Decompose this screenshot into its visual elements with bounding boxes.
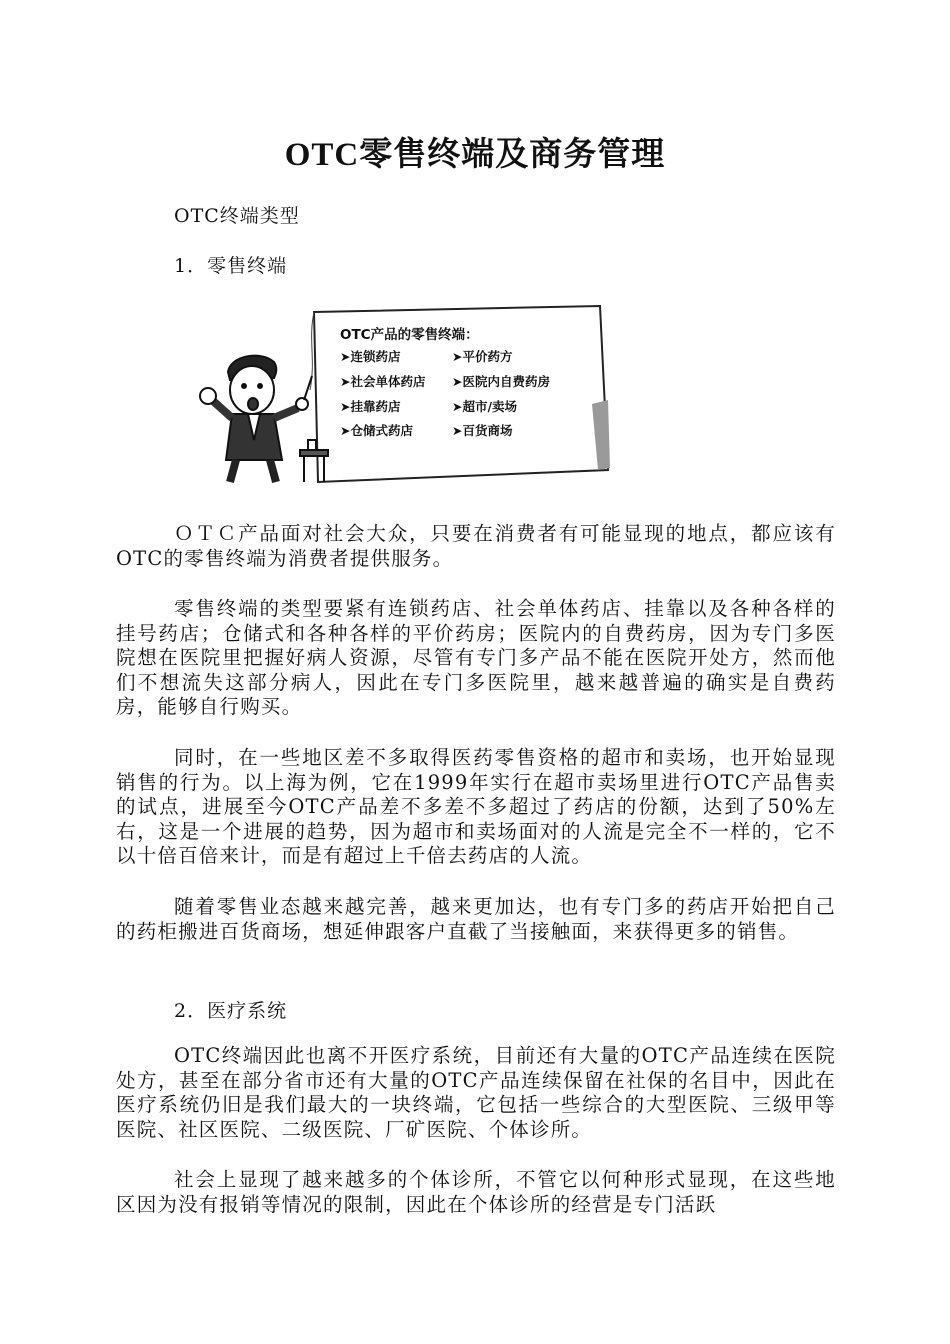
figure-heading: OTC产品的零售终端：: [340, 327, 479, 343]
svg-text:➤连锁药店: ➤连锁药店: [340, 349, 401, 364]
paragraph: 同时，在一些地区差不多取得医药零售资格的超市和卖场，也开始显现销售的行为。以上海为例，它在1999年实行在超市卖场里进行OTC产品售卖的试点，进展至今OTC产品差不多差不多超过了药店的份额，达到了50%左右，这是一个进展的趋势，因为超市和卖场面对的人流是完全不一样的，它不以十倍百倍来计，而是有超过上千倍去药店的人流。: [116, 746, 836, 867]
svg-text:➤挂靠药店: ➤挂靠药店: [340, 399, 401, 414]
figure-item: 连锁药店: [350, 349, 401, 364]
paragraph: 社会上显现了越来越多的个体诊所，不管它以何种形式显现，在这些地区因为没有报销等情况的限制，因此在个体诊所的经营是专门活跃: [116, 1168, 836, 1216]
svg-text:➤社会单体药店: ➤社会单体药店: [340, 374, 426, 389]
svg-text:➤百货商场: ➤百货商场: [452, 423, 513, 438]
paragraph: ＯＴＣ产品面对社会大众，只要在消费者有可能显现的地点，都应该有OTC的零售终端为消费者提供服务。: [116, 522, 836, 570]
subsection-heading-retail: 1．零售终端: [174, 255, 288, 277]
figure-item: 平价药方: [462, 349, 513, 364]
subsection-heading-medical: 2．医疗系统: [174, 1000, 288, 1022]
svg-text:➤医院内自费药房: ➤医院内自费药房: [452, 374, 550, 389]
otc-retail-terminal-illustration: [190, 300, 620, 490]
svg-text:➤平价药方: ➤平价药方: [452, 349, 513, 364]
paragraph: 零售终端的类型要紧有连锁药店、社会单体药店、挂靠以及各种各样的挂号药店；仓储式和各种各样的平价药房；医院内的自费药房，因为专门多医院想在医院里把握好病人资源，尽管有专门多产品不能在医院开处方，然而他们不想流失这部分病人，因此在专门多医院里，越来越普遍的确实是自费药房，能够自行购买。: [116, 597, 836, 718]
paragraph: OTC终端因此也离不开医疗系统，目前还有大量的OTC产品连续在医院处方，甚至在部分省市还有大量的OTC产品连续保留在社保的名目中，因此在医疗系统仍旧是我们最大的一块终端，它包括一些综合的大型医院、三级甲等医院、社区医院、二级医院、厂矿医院、个体诊所。: [116, 1044, 836, 1141]
document-title: OTC零售终端及商务管理: [284, 137, 666, 173]
figure-item: 社会单体药店: [350, 374, 426, 389]
figure-item: 医院内自费药房: [462, 374, 550, 389]
section-heading: OTC终端类型: [174, 205, 300, 227]
svg-text:➤仓储式药店: ➤仓储式药店: [340, 423, 413, 438]
svg-text:➤超市/卖场: ➤超市/卖场: [452, 399, 518, 414]
figure-item: 超市/卖场: [462, 399, 518, 414]
presenter-cartoon: [200, 356, 328, 482]
paragraph: 随着零售业态越来越完善，越来更加达，也有专门多的药店开始把自己的药柜搬进百货商场，想延伸跟客户直截了当接触面，来获得更多的销售。: [116, 895, 836, 943]
figure-item: 仓储式药店: [350, 423, 413, 438]
figure-item: 百货商场: [462, 423, 513, 438]
figure-item: 挂靠药店: [350, 399, 401, 414]
